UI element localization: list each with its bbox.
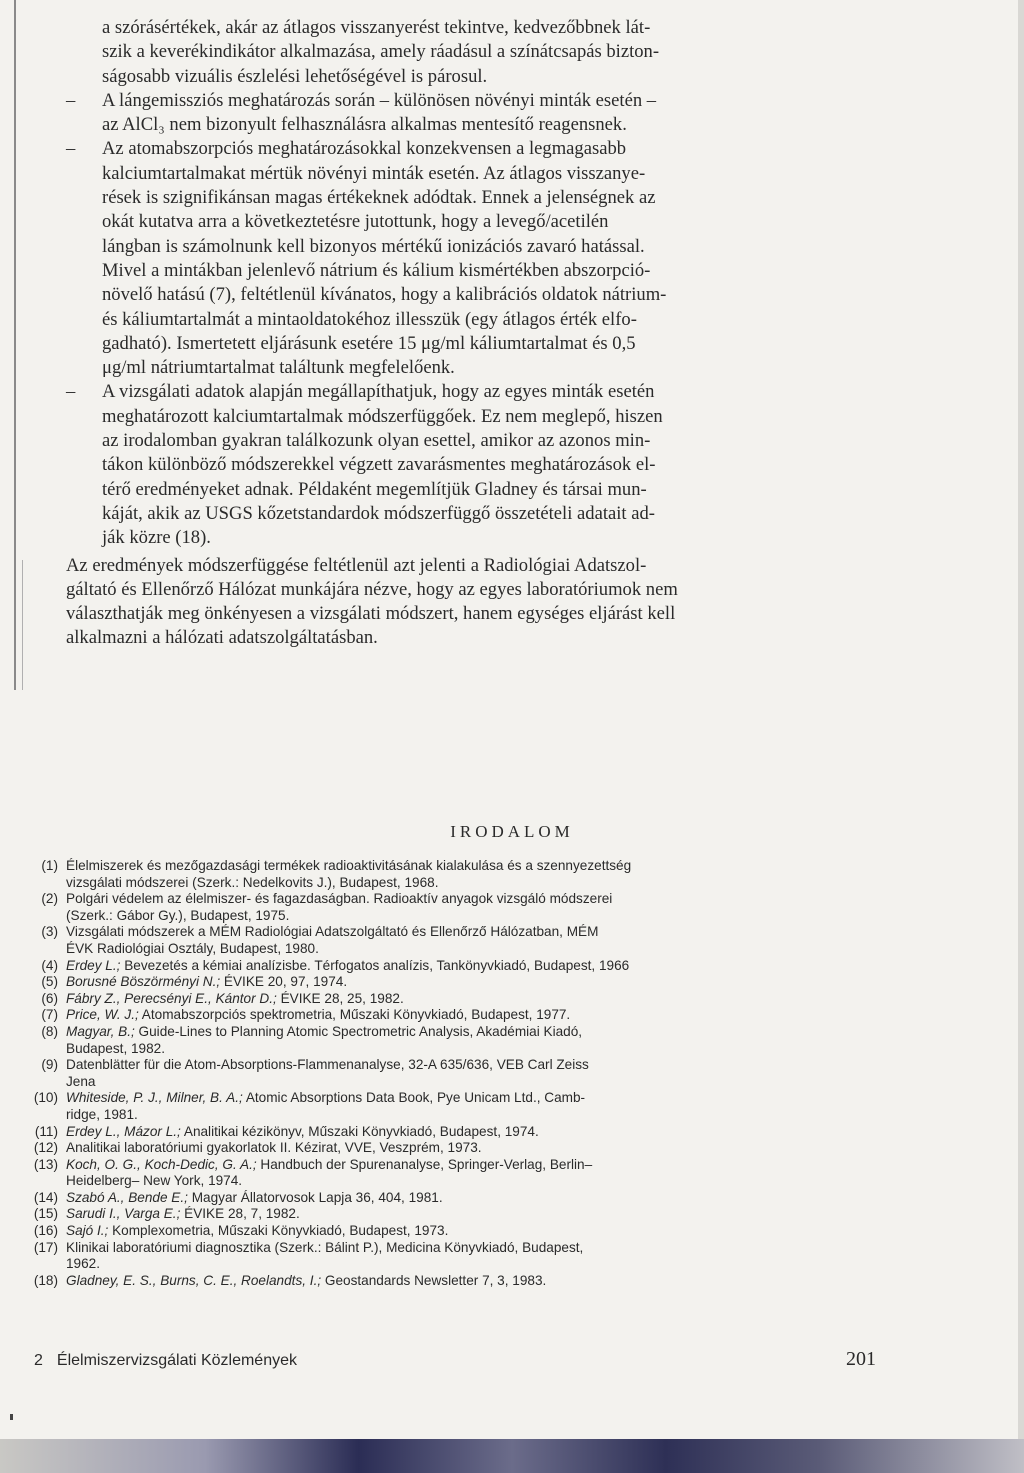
dash-marker: – bbox=[66, 89, 76, 111]
reference-item bbox=[24, 1007, 892, 1024]
reference-number: (16) bbox=[33, 1223, 58, 1239]
reference-number: (8) bbox=[41, 1023, 58, 1039]
reference-line bbox=[66, 1107, 892, 1124]
text-line: A lángemissziós meghatározás során – különösen növényi minták esetén – bbox=[102, 89, 657, 111]
reference-text bbox=[66, 1057, 892, 1090]
reference-text bbox=[66, 1090, 892, 1123]
reference-line bbox=[66, 858, 892, 875]
reference-line bbox=[66, 1256, 892, 1273]
reference-line-text: Analitikai laboratóriumi gyakorlatok II. Kézirat, VVE, Veszprém, 1973. bbox=[66, 1140, 482, 1156]
reference-author: Magyar, B.; bbox=[66, 1023, 135, 1039]
text-line: tákon különböző módszerekkel végzett zavarásmentes meghatározások el- bbox=[102, 454, 656, 476]
reference-item bbox=[24, 1090, 892, 1123]
reference-line bbox=[66, 1223, 892, 1240]
reference-line bbox=[66, 1190, 892, 1207]
reference-author: Koch, O. G., Koch-Dedic, G. A.; bbox=[66, 1156, 257, 1172]
text-line: az irodalomban gyakran találkozunk olyan esettel, amikor az azonos min- bbox=[102, 430, 651, 452]
journal-name: Élelmiszervizsgálati Közlemények bbox=[56, 1352, 297, 1369]
reference-number: (17) bbox=[33, 1239, 58, 1255]
text-line: szik a keverékindikátor alkalmazása, amely ráadásul a színátcsapás bizton- bbox=[102, 41, 660, 63]
reference-number: (10) bbox=[33, 1090, 58, 1106]
reference-text bbox=[66, 974, 892, 991]
reference-number: (11) bbox=[34, 1123, 58, 1139]
reference-author: Fábry Z., Perecsényi E., Kántor D.; bbox=[66, 990, 277, 1006]
bullet-item-3 bbox=[66, 380, 880, 550]
text-line: az AlCl₃ nem bizonyult felhasználásra alkalmas mentesítő reagensnek. bbox=[102, 114, 627, 136]
reference-text bbox=[66, 1273, 892, 1290]
reference-text bbox=[66, 858, 892, 891]
reference-number: (6) bbox=[41, 990, 58, 1006]
reference-author: Szabó A., Bende E.; bbox=[66, 1189, 188, 1205]
reference-text bbox=[66, 1190, 892, 1207]
reference-line-text: ÉVIKE 28, 25, 1982. bbox=[280, 990, 404, 1006]
reference-line bbox=[66, 974, 892, 991]
reference-line-text: ÉVIKE 28, 7, 1982. bbox=[184, 1206, 300, 1222]
text-line: a szórásértékek, akár az átlagos visszanyerést tekintve, kedvezőbbnek lát- bbox=[102, 17, 651, 38]
scan-bottom-edge bbox=[0, 1439, 1024, 1473]
reference-line bbox=[66, 924, 892, 941]
reference-line bbox=[66, 1124, 892, 1141]
reference-number: (18) bbox=[33, 1272, 58, 1288]
reference-item bbox=[24, 1240, 892, 1273]
text-line: és káliumtartalmát a mintaoldatokéhoz illesszük (egy átlagos érték elfo- bbox=[102, 308, 637, 330]
reference-line bbox=[66, 958, 892, 975]
reference-item bbox=[24, 924, 892, 957]
reference-line-text: Klinikai laboratóriumi diagnosztika (Szerk.: Bálint P.), Medicina Könyvkiadó, Budapest, bbox=[66, 1239, 584, 1255]
reference-line bbox=[66, 1240, 892, 1257]
bullet-item-2 bbox=[66, 137, 880, 380]
reference-line-text: Geostandards Newsletter 7, 3, 1983. bbox=[324, 1272, 547, 1288]
reference-line bbox=[66, 1173, 892, 1190]
reference-line-text: ÉVK Radiológiai Osztály, Budapest, 1980. bbox=[66, 940, 319, 956]
scan-mark bbox=[10, 1414, 13, 1420]
text-line: meghatározott kalciumtartalmak módszerfüggőek. Ez nem meglepő, hiszen bbox=[102, 405, 663, 427]
reference-line bbox=[66, 875, 892, 892]
reference-line bbox=[66, 1273, 892, 1290]
scan-left-edge-mark bbox=[22, 560, 23, 690]
reference-line-text: Atomic Absorptions Data Book, Pye Unicam Ltd., Camb- bbox=[245, 1090, 586, 1106]
text-line: μg/ml nátriumtartalmat találtunk megfelelőenk. bbox=[102, 357, 455, 379]
reference-item bbox=[24, 858, 892, 891]
reference-author: Borusné Böszörményi N.; bbox=[66, 974, 221, 990]
reference-author: Sajó I.; bbox=[66, 1223, 109, 1239]
dash-marker: – bbox=[66, 381, 76, 403]
reference-author: Gladney, E. S., Burns, C. E., Roelandts, I.; bbox=[66, 1272, 322, 1288]
reference-line-text: Polgári védelem az élelmiszer- és fagazdaságban. Radioaktív anyagok vizsgáló módszerei bbox=[66, 891, 613, 907]
reference-line-text: Élelmiszerek és mezőgazdasági termékek radioaktivitásának kialakulása és a szennyezettség bbox=[66, 858, 632, 873]
reference-author: Sarudi I., Varga E.; bbox=[66, 1206, 181, 1222]
bullet-item-1 bbox=[66, 89, 880, 138]
scan-left-edge bbox=[14, 0, 16, 690]
reference-item bbox=[24, 891, 892, 924]
reference-line bbox=[66, 991, 892, 1008]
reference-number: (15) bbox=[33, 1206, 58, 1222]
reference-text bbox=[66, 1157, 892, 1190]
text-line: lángban is számolnunk kell bizonyos mértékű ionizációs zavaró hatással. bbox=[102, 235, 645, 257]
reference-line-text: Heidelberg– New York, 1974. bbox=[66, 1173, 243, 1189]
reference-item bbox=[24, 1057, 892, 1090]
reference-line bbox=[66, 908, 892, 925]
reference-line bbox=[66, 1024, 892, 1041]
reference-item bbox=[24, 1124, 892, 1141]
reference-item bbox=[24, 991, 892, 1008]
text-line: ják közre (18). bbox=[102, 527, 211, 549]
reference-text bbox=[66, 1140, 892, 1157]
reference-line-text: Analitikai kézikönyv, Műszaki Könyvkiadó, Budapest, 1974. bbox=[183, 1123, 539, 1139]
reference-line-text: Budapest, 1982. bbox=[66, 1040, 166, 1056]
reference-item bbox=[24, 1206, 892, 1223]
reference-line bbox=[66, 1041, 892, 1058]
reference-line-text: Komplexometria, Műszaki Könyvkiadó, Budapest, 1973. bbox=[112, 1223, 449, 1239]
reference-line-text: Vizsgálati módszerek a MÉM Radiológiai Adatszolgáltató és Ellenőrző Hálózatban, MÉM bbox=[66, 924, 599, 940]
reference-line-text: ÉVIKE 20, 97, 1974. bbox=[223, 974, 348, 990]
reference-author: Erdey L.; bbox=[66, 957, 121, 973]
text-line: A vizsgálati adatok alapján megállapíthatjuk, hogy az egyes minták esetén bbox=[102, 381, 655, 403]
reference-line bbox=[66, 891, 892, 908]
reference-item bbox=[24, 1190, 892, 1207]
reference-line bbox=[66, 1206, 892, 1223]
text-line: Az eredmények módszerfüggése feltétlenül azt jelenti a Radiológiai Adatszol- bbox=[66, 554, 647, 576]
reference-author: Erdey L., Mázor L.; bbox=[66, 1123, 181, 1139]
reference-item bbox=[24, 1140, 892, 1157]
text-line: növelő hatású (7), feltétlenül kívánatos, hogy a kalibrációs oldatok nátrium- bbox=[102, 284, 667, 306]
reference-line bbox=[66, 1157, 892, 1174]
reference-line-text: Handbuch der Spurenanalyse, Springer-Verlag, Berlin– bbox=[260, 1156, 593, 1172]
reference-number: (9) bbox=[41, 1057, 58, 1073]
text-line: káját, akik az USGS kőzetstandardok módszerfüggő összetételi adatait ad- bbox=[102, 502, 655, 524]
reference-text bbox=[66, 1206, 892, 1223]
reference-line bbox=[66, 1007, 892, 1024]
reference-number: (5) bbox=[41, 974, 58, 990]
text-line: kalciumtartalmakat mértük növényi minták esetén. Az átlagos visszanye- bbox=[102, 162, 646, 184]
reference-item bbox=[24, 1024, 892, 1057]
reference-number: (12) bbox=[33, 1140, 58, 1156]
reference-number: (4) bbox=[41, 957, 58, 973]
reference-line-text: vizsgálati módszerei (Szerk.: Nedelkovits J.), Budapest, 1968. bbox=[66, 874, 439, 890]
reference-text bbox=[66, 1024, 892, 1057]
reference-author: Whiteside, P. J., Milner, B. A.; bbox=[66, 1090, 243, 1106]
reference-text bbox=[66, 1007, 892, 1024]
reference-number: (3) bbox=[41, 924, 58, 940]
reference-list bbox=[24, 858, 892, 1289]
reference-line-text: Atomabszorpciós spektrometria, Műszaki Könyvkiadó, Budapest, 1977. bbox=[141, 1007, 571, 1023]
reference-line-text: Datenblätter für die Atom-Absorptions-Flammenanalyse, 32-A 635/636, VEB Carl Zeiss bbox=[66, 1057, 589, 1073]
reference-text bbox=[66, 1240, 892, 1273]
reference-text bbox=[66, 891, 892, 924]
paragraph-continuation bbox=[66, 16, 880, 89]
dash-marker: – bbox=[66, 138, 76, 160]
text-line: ságosabb vizuális észlelési lehetőségével is párosul. bbox=[102, 65, 488, 87]
reference-line-text: ridge, 1981. bbox=[66, 1106, 138, 1122]
reference-text bbox=[66, 1124, 892, 1141]
reference-number: (2) bbox=[41, 891, 58, 907]
body-text bbox=[66, 16, 880, 651]
reference-line-text: (Szerk.: Gábor Gy.), Budapest, 1975. bbox=[66, 907, 290, 923]
reference-text bbox=[66, 1223, 892, 1240]
text-line: alkalmazni a hálózati adatszolgáltatásban. bbox=[66, 627, 378, 649]
text-line: Az atomabszorpciós meghatározásokkal konzekvensen a legmagasabb bbox=[102, 138, 627, 160]
reference-line-text: Jena bbox=[66, 1073, 96, 1089]
reference-line bbox=[66, 941, 892, 958]
reference-text bbox=[66, 991, 892, 1008]
reference-item bbox=[24, 1223, 892, 1240]
reference-line bbox=[66, 1074, 892, 1091]
reference-text bbox=[66, 958, 892, 975]
reference-item bbox=[24, 974, 892, 991]
reference-item bbox=[24, 1157, 892, 1190]
text-line: gáltató és Ellenőrző Hálózat munkájára nézve, hogy az egyes laboratóriumok nem bbox=[66, 578, 678, 600]
reference-number: (7) bbox=[41, 1007, 58, 1023]
text-line: rések is szignifikánsan magas értékeknek adódtak. Ennek a jelenségnek az bbox=[102, 187, 656, 209]
reference-author: Price, W. J.; bbox=[66, 1007, 139, 1023]
reference-number: (1) bbox=[41, 858, 58, 873]
scan-right-edge bbox=[1018, 0, 1024, 1473]
journal-footer bbox=[34, 1352, 297, 1370]
closing-paragraph bbox=[66, 554, 880, 651]
text-line: választhatják meg önkényesen a vizsgálati módszert, hanem egységes eljárást kell bbox=[66, 603, 676, 625]
reference-item bbox=[24, 1273, 892, 1290]
reference-line bbox=[66, 1090, 892, 1107]
reference-line bbox=[66, 1140, 892, 1157]
reference-line-text: Guide-Lines to Planning Atomic Spectrometric Analysis, Akadémiai Kiadó, bbox=[138, 1023, 583, 1039]
text-line: gadható). Ismertetett eljárásunk esetére 15 μg/ml káliumtartalmat és 0,5 bbox=[102, 332, 636, 354]
signature-number: 2 bbox=[34, 1352, 43, 1369]
references-heading: IRODALOM bbox=[450, 822, 574, 841]
reference-number: (14) bbox=[33, 1189, 58, 1205]
reference-text bbox=[66, 924, 892, 957]
reference-line bbox=[66, 1057, 892, 1074]
text-line: okát kutatva arra a következtetésre jutottunk, hogy a levegő/acetilén bbox=[102, 211, 609, 233]
page-number: 201 bbox=[846, 1348, 876, 1370]
reference-line-text: Magyar Állatorvosok Lapja 36, 404, 1981. bbox=[191, 1189, 443, 1205]
text-line: térő eredményeket adnak. Példaként megemlítjük Gladney és társai mun- bbox=[102, 478, 647, 500]
reference-number: (13) bbox=[33, 1156, 58, 1172]
reference-item bbox=[24, 958, 892, 975]
reference-line-text: Bevezetés a kémiai analízisbe. Térfogatos analízis, Tankönyvkiadó, Budapest, 1966 bbox=[124, 957, 630, 973]
reference-line-text: 1962. bbox=[66, 1256, 101, 1272]
text-line: Mivel a mintákban jelenlevő nátrium és kálium kismértékben abszorpció- bbox=[102, 259, 651, 281]
